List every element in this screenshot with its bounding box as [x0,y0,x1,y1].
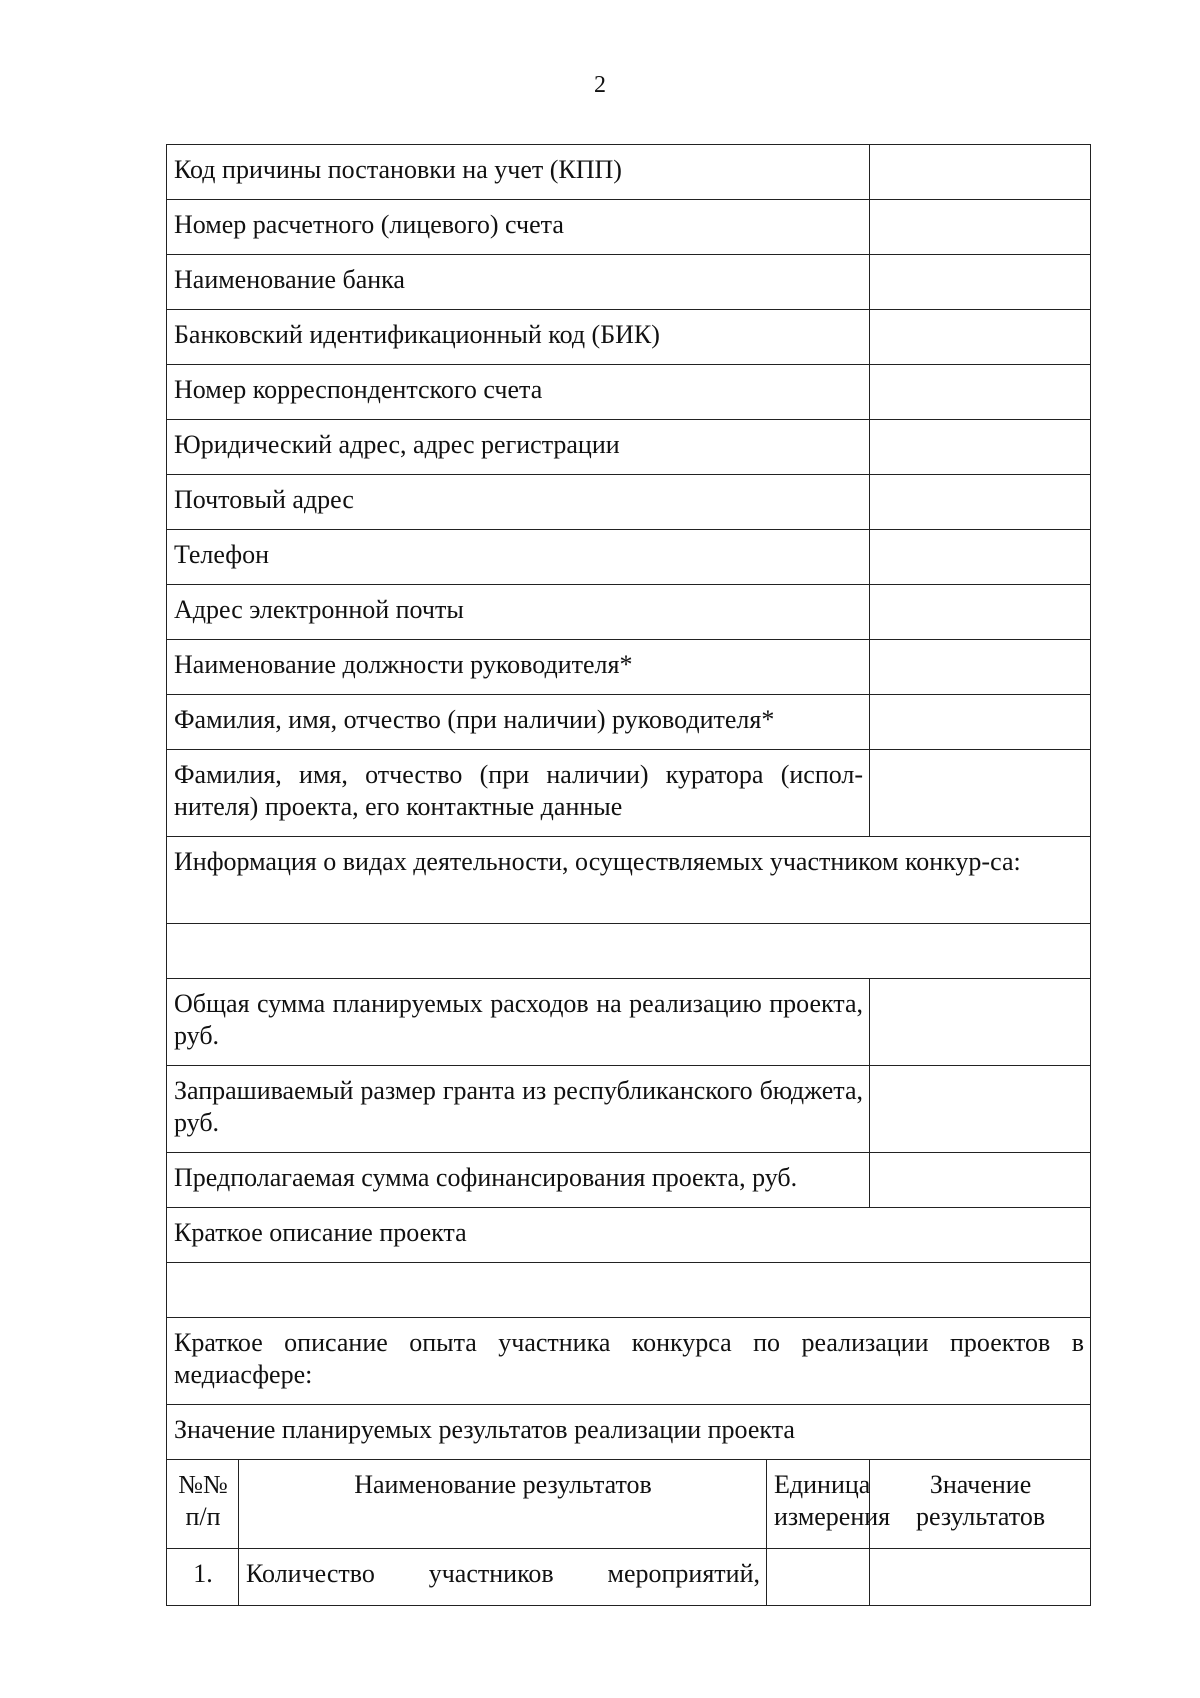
field-label: Код причины постановки на учет (КПП) [167,145,870,200]
field-value[interactable] [870,1153,1091,1208]
activities-value[interactable] [167,924,1091,979]
results-col-value: Значение результатов [870,1460,1091,1549]
field-label: Номер расчетного (лицевого) счета [167,200,870,255]
field-label: Общая сумма планируемых расходов на реализацию проекта, руб. [167,979,870,1066]
field-row-legal-address [167,420,1091,475]
field-row-phone [167,530,1091,585]
field-row-head-position [167,640,1091,695]
page-number: 2 [594,72,606,98]
result-value[interactable] [870,1549,1091,1606]
description-value[interactable] [167,1263,1091,1318]
field-value[interactable] [870,750,1091,837]
field-label: Почтовый адрес [167,475,870,530]
field-row-total-expenses [167,979,1091,1066]
field-row-postal-address [167,475,1091,530]
field-row-bank-name [167,255,1091,310]
field-label: Юридический адрес, адрес регистрации [167,420,870,475]
field-row-bik [167,310,1091,365]
field-value[interactable] [870,640,1091,695]
result-name: Количество участников мероприятий, [239,1549,767,1606]
field-row-grant-amount [167,1066,1091,1153]
field-row-account [167,200,1091,255]
field-value[interactable] [870,530,1091,585]
experience-label: Краткое описание опыта участника конкурса по реализации проектов в медиасфере: [167,1318,1091,1405]
field-value[interactable] [870,365,1091,420]
field-label: Фамилия, имя, отчество (при наличии) куратора (испол-нителя) проекта, его контактные данные [167,750,870,837]
experience-header-row [167,1318,1091,1405]
field-label: Предполагаемая сумма софинансирования проекта, руб. [167,1153,870,1208]
field-value[interactable] [870,310,1091,365]
result-unit[interactable] [767,1549,870,1606]
results-col-name: Наименование результатов [239,1460,767,1549]
activities-header-row [167,837,1091,924]
field-row-kpp [167,145,1091,200]
field-row-corr-account [167,365,1091,420]
field-value[interactable] [870,255,1091,310]
field-value[interactable] [870,145,1091,200]
results-col-number: №№ п/п [167,1460,239,1549]
description-value-row [167,1263,1091,1318]
field-label: Наименование банка [167,255,870,310]
field-row-head-name [167,695,1091,750]
field-value[interactable] [870,200,1091,255]
field-label: Запрашиваемый размер гранта из республиканского бюджета, руб. [167,1066,870,1153]
application-form-table [166,144,1091,1606]
field-label: Фамилия, имя, отчество (при наличии) руководителя* [167,695,870,750]
description-label: Краткое описание проекта [167,1208,1091,1263]
field-label: Банковский идентификационный код (БИК) [167,310,870,365]
results-col-unit: Единица измерения [767,1460,870,1549]
field-value[interactable] [870,475,1091,530]
field-label: Телефон [167,530,870,585]
field-value[interactable] [870,585,1091,640]
results-row [167,1549,1091,1606]
results-header-row [167,1460,1091,1549]
field-row-email [167,585,1091,640]
results-title-row [167,1405,1091,1460]
field-value[interactable] [870,1066,1091,1153]
field-value[interactable] [870,420,1091,475]
activities-label: Информация о видах деятельности, осуществляемых участником конкур-са: [167,837,1091,924]
field-value[interactable] [870,979,1091,1066]
results-title: Значение планируемых результатов реализации проекта [167,1405,1091,1460]
field-label: Номер корреспондентского счета [167,365,870,420]
description-header-row [167,1208,1091,1263]
field-row-cofinancing [167,1153,1091,1208]
result-number: 1. [167,1549,239,1606]
field-value[interactable] [870,695,1091,750]
field-label: Наименование должности руководителя* [167,640,870,695]
field-label: Адрес электронной почты [167,585,870,640]
field-row-curator [167,750,1091,837]
activities-value-row [167,924,1091,979]
